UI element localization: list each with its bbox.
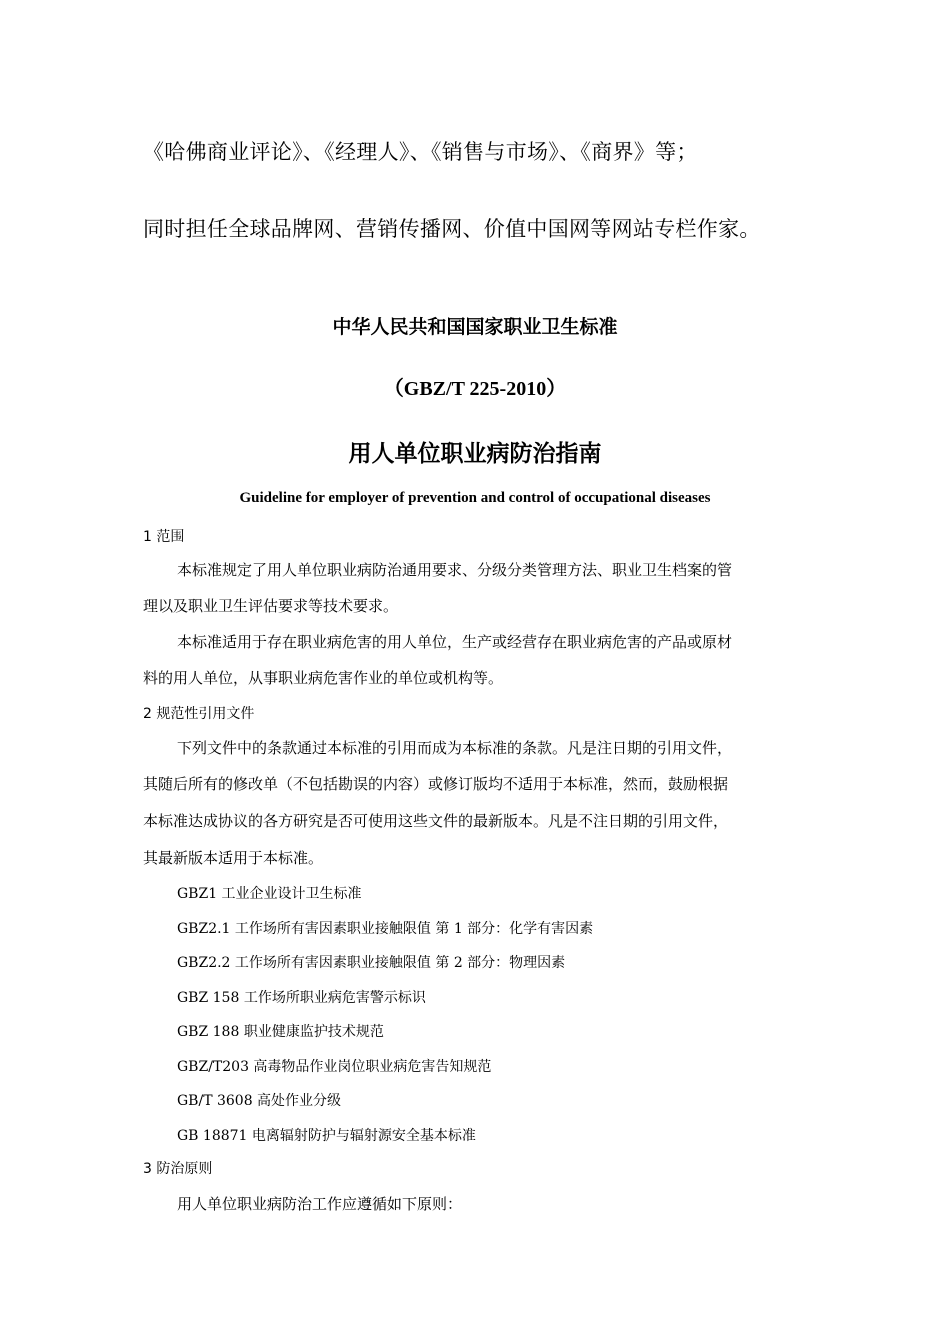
standard-issuer: 中华人民共和国国家职业卫生标准 <box>332 316 618 338</box>
section-1-heading: 1 范围 <box>143 529 185 545</box>
reference-item: GB 18871 电离辐射防护与辐射源安全基本标准 <box>177 1128 476 1144</box>
standard-code: （GBZ/T 225-2010） <box>383 378 567 400</box>
section-3-heading: 3 防治原则 <box>143 1161 213 1177</box>
section-2-heading: 2 规范性引用文件 <box>143 706 255 722</box>
section-2-paragraph-line-2: 其随后所有的修改单（不包括勘误的内容）或修订版均不适用于本标准，然而，鼓励根据 <box>143 775 729 793</box>
intro-line-2: 同时担任全球品牌网、营销传播网、价值中国网等网站专栏作家。 <box>143 217 761 241</box>
reference-item: GBZ1 工业企业设计卫生标准 <box>177 886 362 902</box>
intro-line-1: 《哈佛商业评论》、《经理人》、《销售与市场》、《商界》等； <box>143 140 698 164</box>
reference-item: GBZ/T203 高毒物品作业岗位职业病危害告知规范 <box>177 1059 492 1075</box>
section-1-paragraph-2-line-2: 料的用人单位，从事职业病危害作业的单位或机构等。 <box>143 669 504 687</box>
section-2-paragraph-line-4: 其最新版本适用于本标准。 <box>143 849 324 867</box>
section-2-paragraph-line-3: 本标准达成协议的各方研究是否可使用这些文件的最新版本。凡是不注日期的引用文件， <box>143 812 729 830</box>
reference-item: GBZ2.2 工作场所有害因素职业接触限值 第 2 部分：物理因素 <box>177 955 566 971</box>
reference-item: GBZ 188 职业健康监护技术规范 <box>177 1024 384 1040</box>
section-1-paragraph-1-line-1: 本标准规定了用人单位职业病防治通用要求、分级分类管理方法、职业卫生档案的管 <box>177 561 733 579</box>
standard-title: 用人单位职业病防治指南 <box>348 441 602 467</box>
section-2-paragraph-line-1: 下列文件中的条款通过本标准的引用而成为本标准的条款。凡是注日期的引用文件， <box>177 739 733 757</box>
standard-title-english: Guideline for employer of prevention and control of occupational diseases <box>239 490 711 506</box>
section-3-paragraph-line-1: 用人单位职业病防治工作应遵循如下原则： <box>177 1195 463 1213</box>
reference-item: GBZ 158 工作场所职业病危害警示标识 <box>177 990 426 1006</box>
reference-item: GB/T 3608 高处作业分级 <box>177 1093 342 1109</box>
reference-item: GBZ2.1 工作场所有害因素职业接触限值 第 1 部分：化学有害因素 <box>177 921 594 937</box>
section-1-paragraph-2-line-1: 本标准适用于存在职业病危害的用人单位，生产或经营存在职业病危害的产品或原材 <box>177 633 733 651</box>
section-1-paragraph-1-line-2: 理以及职业卫生评估要求等技术要求。 <box>143 597 399 615</box>
